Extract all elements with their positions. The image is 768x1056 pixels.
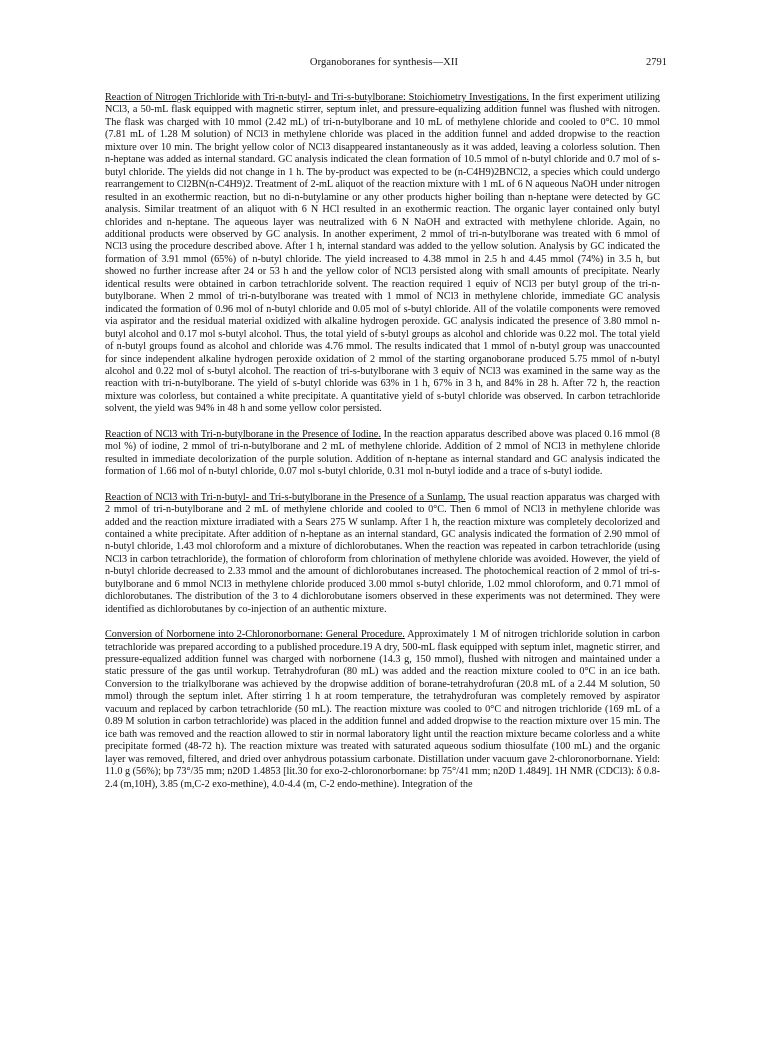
section-heading-norbornene: Conversion of Norbornene into 2-Chloronorbornane: General Procedure. [105, 629, 405, 641]
experimental-paragraph-norbornene [105, 629, 660, 791]
experimental-paragraph-iodine [105, 429, 660, 479]
paragraph-text-norbornene: Approximately 1 M of nitrogen trichloride solution in carbon tetrachloride was prepared according to a published procedure.19 A dry, 500-mL flask equipped with septum inlet, magnetic stirrer, and pressure-equalized addition funnel was charged with norbornene (14.3 g, 150 mmol), flushed with nitrogen and maintained under a static pressure of the gas until workup. Tetrahydrofuran (80 mL) was added and the reaction mixture cooled to 0°C in an ice bath. Conversion to the trialkylborane was achieved by the dropwise addition of borane-tetrahydrofuran (20.8 mL of a 2.44 M solution, 50 mmol) through the septum inlet. After stirring 1 h at room temperature, the tetrahydrofuran was completely removed by aspirator vacuum and replaced by carbon tetrachloride (50 mL). The reaction mixture was cooled to 0°C and nitrogen trichloride (169 mL of a 0.89 M solution in carbon tetrachloride) was placed in the addition funnel and added dropwise to the reaction mixture over 15 min. The ice bath was removed and the reaction allowed to stir in normal laboratory light until the reaction mixture became colorless and a white precipitate formed (48-72 h). The reaction mixture was treated with saturated aqueous sodium thiosulfate (100 mL) and the organic layer was removed, filtered, and dried over anhydrous potassium carbonate. Distillation under vacuum gave 2-chloronorbornane. Yield: 11.0 g (56%); bp 73°/35 mm; n20D 1.4853 [lit.30 for exo-2-chloronorbornane: bp 75°/41 mm; n20D 1.4849]. 1H NMR (CDCl3): δ 0.8-2.4 (m,10H), 3.85 (m,C-2 exo-methine), 4.0-4.4 (m, C-2 endo-methine). Integration of the [105, 629, 661, 790]
page-number: 2791 [646, 57, 667, 68]
section-heading-sunlamp: Reaction of NCl3 with Tri-n-butyl- and Tri-s-butylborane in the Presence of a Sunlamp. [105, 491, 466, 503]
page-header [0, 57, 768, 73]
experimental-paragraph-stoichiometry [105, 92, 660, 416]
section-heading-stoichiometry: Reaction of Nitrogen Trichloride with Tri-n-butyl- and Tri-s-butylborane: Stoichiometry Investigations. [105, 92, 529, 103]
paragraph-text-stoichiometry: In the first experiment utilizing NCl3, a 50-mL flask equipped with magnetic stirrer, septum inlet, and pressure-equalizing addition funnel was flushed with nitrogen. The flask was charged with 10 mmol (2.42 mL) of tri-n-butylborane and 10 mL of methylene chloride and cooled to 0°C. 10 mmol (7.81 mL of 1.28 M solution) of NCl3 in methylene chloride was placed in the addition funnel and added dropwise to the reaction mixture over 10 min. The bright yellow color of NCl3 disappeared instantaneously as it was added, leaving a colorless solution. Then n-heptane was added as internal standard. GC analysis indicated the clean formation of 10.5 mmol of n-butyl chloride and 0.7 mol of s-butyl chloride. The yields did not change in 1 h. The by-product was expected to be (n-C4H9)2BNCl2, a species which could undergo rearrangement to Cl2BN(n-C4H9)2. Treatment of 2-mL aliquot of the reaction mixture with 1 mL of 6 N aqueous NaOH under nitrogen resulted in an exothermic reaction, but no di-n-butylamine or any other products higher boiling than n-heptane were detected by GC analysis. Similar treatment of an aliquot with 6 N HCl resulted in an exothermic reaction. The organic layer contained only butyl chlorides and n-heptane. The aqueous layer was neutralized with 6 N NaOH and extracted with methylene chloride. Again, no additional products were observed by GC analysis. In another experiment, 2 mmol of tri-n-butylborane was treated with 6 mmol of NCl3 using the procedure described above. After 1 h, internal standard was added to the yellow solution. Analysis by GC indicated the formation of 3.91 mmol (65%) of n-butyl chloride. The yield increased to 4.38 mmol in 2.5 h and 4.45 mmol (74%) in 3.5 h, but showed no further increase after 24 or 53 h and the yellow color of NCl3 persisted along with small amounts of precipitate. Nearly identical results were obtained in carbon tetrachloride solvent. The reaction required 1 equiv of NCl3 per butyl group of the tri-n-butylborane. When 2 mmol of tri-n-butylborane was treated with 1 mmol of NCl3 in methylene chloride, immediate GC analysis indicated the formation of 0.96 mol of n-butyl chloride and 0.05 mol of s-butyl chloride. All of the volatile components were removed via aspirator and the residual material oxidized with alkaline hydrogen peroxide. GC analysis indicated the presence of 3.80 mmol n-butyl alcohol and 0.17 mol s-butyl alcohol. Thus, the total yield of s-butyl groups as alcohol and chloride was 0.22 mol. The total yield of n-butyl groups found as alcohol and chloride was 4.76 mmol. The results indicated that 1 mmol of n-butyl group was unaccounted for since independent alkaline hydrogen peroxide oxidation of 2 mmol of the starting organoborane produced 5.75 mmol of n-butyl alcohol and 0.22 mol of s-butyl alcohol. The reaction of tri-s-butylborane with 3 equiv of NCl3 was examined in the same way as the reaction with tri-n-butylborane. The yield of s-butyl chloride was 63% in 1 h, 67% in 3 h, and 84% in 28 h. After 72 h, the reaction mixture was colorless, but contained a white precipitate. A quantitative yield of s-butyl chloride was observed. In carbon tetrachloride solvent, the yield was 94% in 48 h and some yellow color persisted. [105, 92, 661, 415]
article-body [105, 92, 660, 804]
paragraph-text-sunlamp: The usual reaction apparatus was charged with 2 mmol of tri-n-butylborane and 2 mL of methylene chloride and cooled to 0°C. Then 6 mmol of NCl3 in methylene chloride was added and the reaction mixture irradiated with a Sears 275 W sunlamp. After 1 h, the reaction mixture was completely decolorized and contained a white precipitate. After addition of n-heptane as an internal standard, GC analysis indicated the formation of 2.90 mmol of n-butyl chloride, 1.43 mol chloroform and a mixture of dichlorobutanes. When the reaction was repeated in carbon tetrachloride (using NCl3 in carbon tetrachloride), the formation of chloroform from chlorination of methylene chloride was avoided. However, the yield of n-butyl chloride decreased to 2.33 mmol and the amount of dichlorobutanes increased. The photochemical reaction of 2 mmol of tri-s-butylborane and 6 mmol NCl3 in methylene chloride produced 3.00 mmol s-butyl chloride, 1.02 mmol chloroform, and 0.71 mmol of dichlorobutanes. The distribution of the 3 to 4 dichlorobutane isomers observed in these experiments was not determined. They were identified as dichlorobutanes by co-injection of an authentic mixture. [105, 491, 660, 615]
running-title: Organoboranes for synthesis—XII [309, 57, 459, 68]
experimental-paragraph-sunlamp [105, 492, 660, 617]
paragraph-text-iodine: In the reaction apparatus described above was placed 0.16 mmol (8 mol %) of iodine, 2 mmol of tri-n-butylborane and 2 mL of methylene chloride. Addition of 2 mmol of NCl3 in methylene chloride resulted in immediate decolorization of the purple solution. Addition of n-heptane as internal standard and GC analysis indicated the formation of 1.66 mol of n-butyl chloride, 0.07 mol s-butyl chloride, 0.31 mol n-butyl iodide and a trace of s-butyl iodide. [105, 428, 660, 478]
section-heading-iodine: Reaction of NCl3 with Tri-n-butylborane in the Presence of Iodine. [105, 428, 381, 440]
